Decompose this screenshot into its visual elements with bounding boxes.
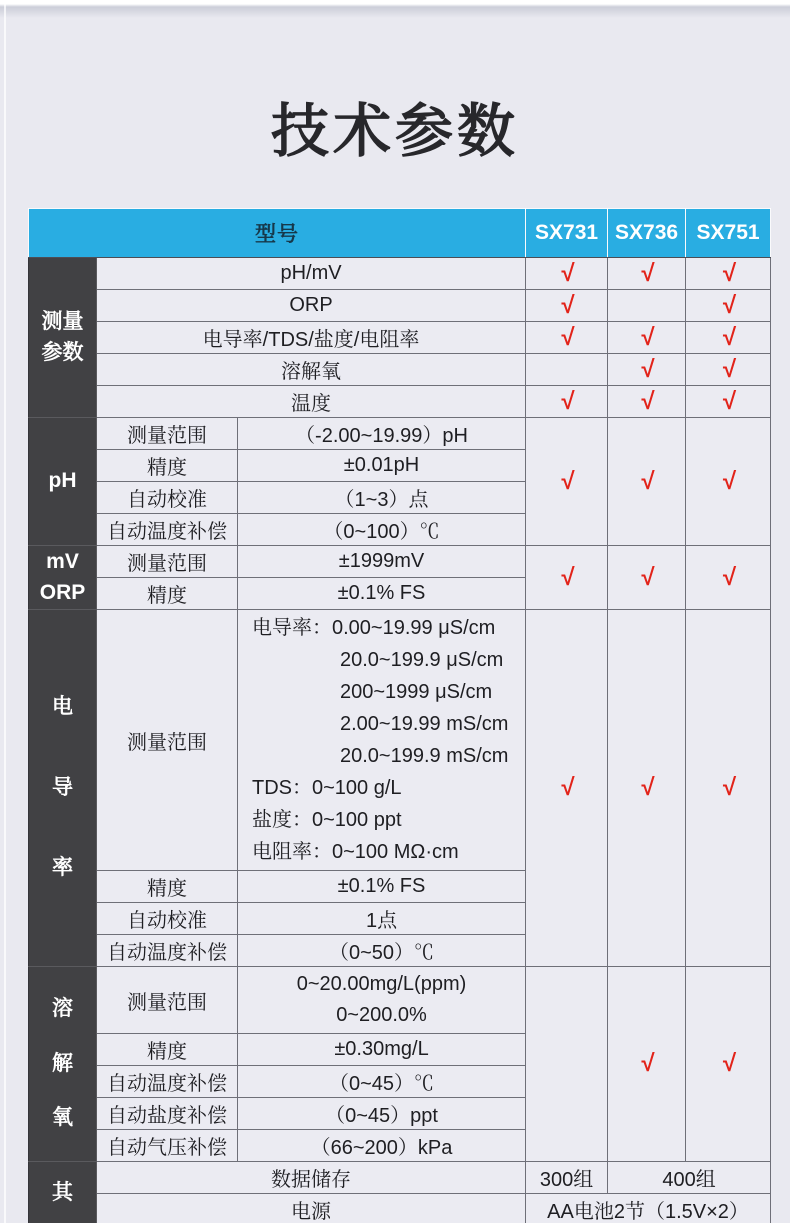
value-cell: （0~100）℃	[238, 514, 526, 546]
value-cell: 0~20.00mg/L(ppm) 0~200.0%	[238, 967, 526, 1034]
param-label: 测量范围	[97, 546, 238, 578]
value-cell: ±0.1% FS	[238, 871, 526, 903]
table-row	[29, 354, 771, 386]
table-row	[29, 610, 771, 871]
table-row	[29, 322, 771, 354]
check-cell: √	[526, 546, 608, 610]
value-cell: 电导率：0.00~19.99 μS/cm 20.0~199.9 μS/cm 200~1999 μS/cm 2.00~19.99 mS/cm 20.0~199.9 mS/cm TDS：0~100 g/L 盐度：0~100 ppt 电阻率：0~100 MΩ·cm	[238, 610, 526, 871]
value-cell: （0~45）℃	[238, 1066, 526, 1098]
check-cell: √	[526, 258, 608, 290]
page-title: 技术参数	[270, 99, 519, 164]
check-cell: √	[608, 610, 686, 967]
group-label-mv-orp: mV ORP	[29, 546, 97, 610]
check-cell: √	[686, 258, 771, 290]
value-cell: （66~200）kPa	[238, 1130, 526, 1162]
check-cell: √	[686, 418, 771, 546]
check-cell	[526, 354, 608, 386]
check-cell: √	[686, 322, 771, 354]
model-sx731: SX731	[526, 209, 608, 258]
value-cell: （0~50）℃	[238, 935, 526, 967]
check-cell	[608, 290, 686, 322]
param-label: 自动气压补偿	[97, 1130, 238, 1162]
param-label: 测量范围	[97, 418, 238, 450]
check-cell: √	[526, 290, 608, 322]
check-cell: √	[608, 546, 686, 610]
table-row	[29, 258, 771, 290]
check-cell: √	[608, 258, 686, 290]
value-cell: 1点	[238, 903, 526, 935]
param-label: 数据储存	[97, 1162, 526, 1194]
storage-sx731: 300组	[526, 1162, 608, 1194]
check-cell: √	[686, 967, 771, 1162]
group-label-dissolved-oxygen: 溶 解 氧	[29, 967, 97, 1162]
table-row	[29, 1194, 771, 1223]
value-cell: ±0.01pH	[238, 450, 526, 482]
param-label: pH/mV	[97, 258, 526, 290]
check-cell: √	[608, 322, 686, 354]
table-header-row	[29, 209, 771, 258]
param-label: 自动校准	[97, 903, 238, 935]
param-label: 自动盐度补偿	[97, 1098, 238, 1130]
param-label: 精度	[97, 871, 238, 903]
param-label: 自动温度补偿	[97, 514, 238, 546]
value-cell: ±1999mV	[238, 546, 526, 578]
param-label: 温度	[97, 386, 526, 418]
check-cell: √	[686, 610, 771, 967]
param-label: ORP	[97, 290, 526, 322]
group-label-ph: pH	[29, 418, 97, 546]
table-row	[29, 386, 771, 418]
table-row	[29, 967, 771, 1034]
check-cell: √	[608, 967, 686, 1162]
param-label: 溶解氧	[97, 354, 526, 386]
model-header-label: 型号	[29, 209, 526, 258]
check-cell: √	[608, 354, 686, 386]
param-label: 自动校准	[97, 482, 238, 514]
param-label: 电源	[97, 1194, 526, 1223]
param-label: 精度	[97, 578, 238, 610]
model-sx736: SX736	[608, 209, 686, 258]
check-cell: √	[608, 418, 686, 546]
check-cell: √	[526, 418, 608, 546]
spec-table	[28, 208, 771, 1223]
check-cell: √	[686, 546, 771, 610]
check-cell: √	[608, 386, 686, 418]
param-label: 电导率/TDS/盐度/电阻率	[97, 322, 526, 354]
group-label-other: 其	[29, 1162, 97, 1223]
value-cell: ±0.1% FS	[238, 578, 526, 610]
table-row	[29, 418, 771, 450]
param-label: 自动温度补偿	[97, 1066, 238, 1098]
power-all-models: AA电池2节（1.5V×2）	[526, 1194, 771, 1223]
param-label: 测量范围	[97, 610, 238, 871]
param-label: 自动温度补偿	[97, 935, 238, 967]
check-cell: √	[526, 322, 608, 354]
param-label: 测量范围	[97, 967, 238, 1034]
check-cell: √	[686, 290, 771, 322]
param-label: 精度	[97, 450, 238, 482]
value-cell: ±0.30mg/L	[238, 1034, 526, 1066]
check-cell: √	[526, 610, 608, 967]
table-row	[29, 546, 771, 578]
group-label-measure: 测量 参数	[29, 258, 97, 418]
table-row	[29, 290, 771, 322]
group-label-conductivity: 电 导 率	[29, 610, 97, 967]
check-cell: √	[526, 386, 608, 418]
table-row	[29, 1162, 771, 1194]
value-cell: （0~45）ppt	[238, 1098, 526, 1130]
check-cell: √	[686, 354, 771, 386]
model-sx751: SX751	[686, 209, 771, 258]
storage-sx736-sx751: 400组	[608, 1162, 771, 1194]
param-label: 精度	[97, 1034, 238, 1066]
value-cell: （1~3）点	[238, 482, 526, 514]
value-cell: （-2.00~19.99）pH	[238, 418, 526, 450]
check-cell: √	[686, 386, 771, 418]
check-cell	[526, 967, 608, 1162]
